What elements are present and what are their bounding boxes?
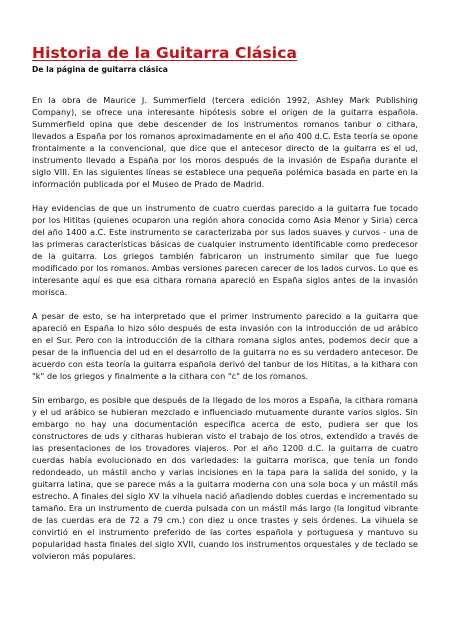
- page-subtitle: De la página de guitarra clásica: [32, 65, 168, 74]
- paragraph-2: Hay evidencias de que un instrumento de cuatro cuerdas parecido a la guitarra fue tocado por los Hititas (quienes ocuparon una región ahora conocida como Asia Menor y Siria) cerca del año 1400 a.C. Este instrumento se caracterizaba por sus lados suaves y curvos - una de las primeras características básicas de cualquier instrumento identificable como predecesor de la guitarra. Los griegos también fabricaron un instrumento similar que fue luego modificado por los romanos. Ambas versiones parecen carecer de los lados curvos. Lo que es interesante aquí es que esa cithara romana apareció en España siglos antes de la invasión morisca.: [32, 203, 418, 297]
- paragraph-4: Sin embargo, es posible que después de la llegado de los moros a España, la cithara romana y el ud arábico se hubieran mezclado e influenciado mutuamente durante varios siglos. Sin embargo no hay una documentación específica acerca de esto, pudiera ser que los constructores de uds y citharas hubieran visto el trabajo de los otros, extendido a través de las presentaciones de los trovadores viajeros. Por el año 1200 d.C. la guitarra de cuatro cuerdas había evolucionado en dos variedades: la guitarra morisca, que tenía un fondo redondeado, un mástil ancho y varias incisiones en la tapa para la salida del sonido, y la guitarra latina, que se parece más a la guitarra moderna con una sola boca y un mástil más estrecho. A finales del siglo XV la vihuela nació añadiendo dobles cuerdas e incrementado su tamaño. Era un instrumento de cuerda pulsada con un mástil más largo (la longitud vibrante de las cuerdas era de 72 a 79 cm.) con diez u once trastes y seis órdenes. La vihuela se convirtió en el instrumento preferido de las cortes española y portuguesa y mantuvo su popularidad hasta finales del siglo XVII, cuando los instrumentos orquestales y de teclado se volvieron más populares.: [32, 395, 418, 561]
- paragraph-3: A pesar de esto, se ha interpretado que el primer instrumento parecido a la guitarra que apareció en España lo hizo sólo después de esta invasión con la introducción de ud arábico en el Sur. Pero con la introducción de la cithara romana siglos antes, podemos decir que a pesar de la influencia del ud en el desarrollo de la guitarra no es su verdadero antecesor. De acuerdo con esta teoría la guitarra española derivó del tanbur de los Hititas, a la kithara con "k" de los griegos y finalmente a la cithara con "c" de los romanos.: [32, 311, 418, 381]
- document-page: [32, 44, 418, 562]
- paragraph-1: En la obra de Maurice J. Summerfield (tercera edición 1992, Ashley Mark Publishing Company), se ofrece una interesante hipótesis sobre el origen de la guitarra española. Summerfield opina que debe descender de los instrumentos romanos tanbur o cithara, llevados a España por los romanos aproximadamente en el año 400 d.C. Esta teoría se opone frontalmente a la convencional, que dice que el antecesor directo de la guitarra es el ud, instrumento llevado a España por los moros después de la invasión de España durante el siglo VIII. En las siguientes líneas se establece una pequeña polémica basada en parte en la información publicada por el Museo de Prado de Madrid.: [32, 95, 418, 189]
- page-title: Historia de la Guitarra Clásica: [32, 44, 298, 62]
